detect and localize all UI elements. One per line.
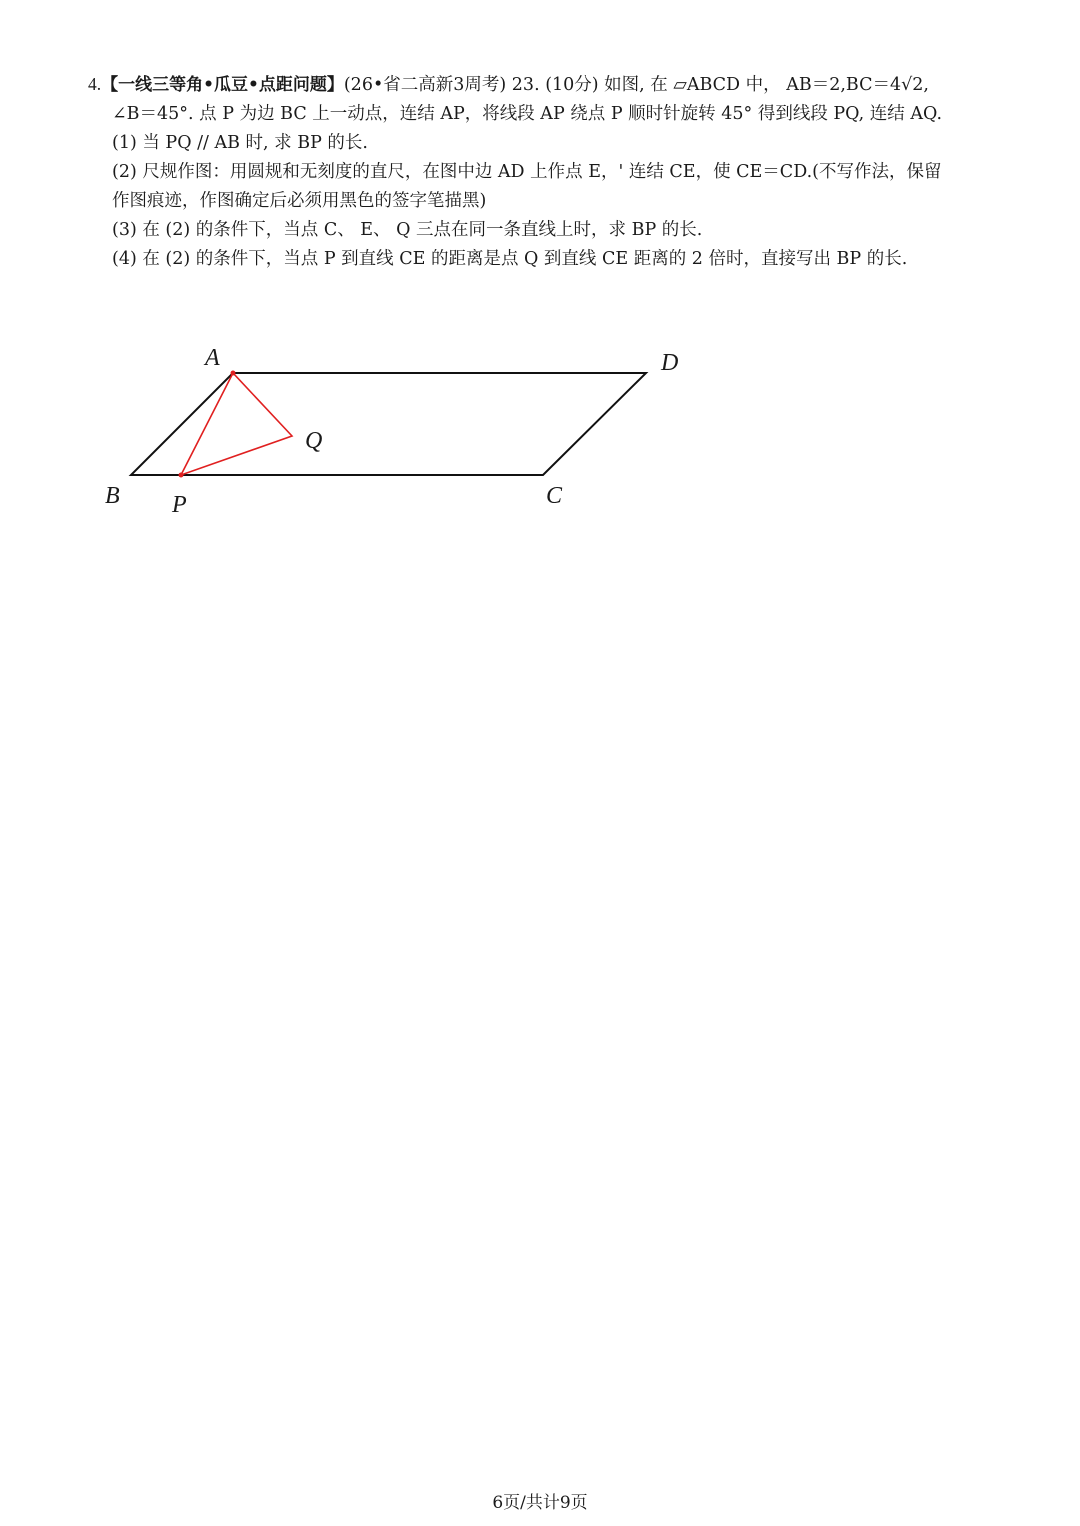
question-part-1: (1) 当 PQ // AB 时, 求 BP 的长. bbox=[112, 133, 368, 153]
question-part-3: (3) 在 (2) 的条件下，当点 C、 E、 Q 三点在同一条直线上时，求 BP 的长. bbox=[112, 220, 703, 240]
triangle-apq bbox=[181, 373, 292, 475]
question-part-2-line-2: 作图痕迹，作图确定后必须用黑色的签字笔描黑) bbox=[112, 191, 487, 211]
label-d: D bbox=[661, 350, 679, 376]
page-footer: 6页/共计9页 bbox=[492, 1493, 588, 1513]
problem-text bbox=[88, 70, 1018, 274]
point-p-dot bbox=[179, 473, 184, 478]
question-part-4: (4) 在 (2) 的条件下，当点 P 到直线 CE 的距离是点 Q 到直线 CE 距离的 2 倍时，直接写出 BP 的长. bbox=[112, 249, 908, 269]
problem-source-and-given: (26•省二高新3周考) 23. (10分) 如图, 在 ▱ABCD 中， AB＝2,BC＝4√2, bbox=[343, 75, 929, 95]
geometry-figure bbox=[0, 330, 720, 530]
problem-number: 4. bbox=[88, 74, 102, 94]
figure-canvas bbox=[0, 330, 720, 530]
label-a: A bbox=[205, 345, 220, 371]
problem-header-line bbox=[88, 70, 1018, 100]
problem-tag: 【一线三等角•瓜豆•点距问题】 bbox=[101, 75, 344, 95]
label-b: B bbox=[105, 483, 120, 509]
label-p: P bbox=[172, 492, 187, 518]
label-q: Q bbox=[305, 428, 323, 454]
label-c: C bbox=[546, 483, 563, 509]
parallelogram-abcd bbox=[131, 373, 646, 475]
problem-condition-line: ∠B＝45°. 点 P 为边 BC 上一动点，连结 AP，将线段 AP 绕点 P 顺时针旋转 45° 得到线段 PQ, 连结 AQ. bbox=[112, 104, 943, 124]
point-a-dot bbox=[231, 371, 236, 376]
question-part-2-line-1: (2) 尺规作图：用圆规和无刻度的直尺，在图中边 AD 上作点 E，' 连结 CE，使 CE＝CD.(不写作法，保留 bbox=[112, 162, 942, 182]
